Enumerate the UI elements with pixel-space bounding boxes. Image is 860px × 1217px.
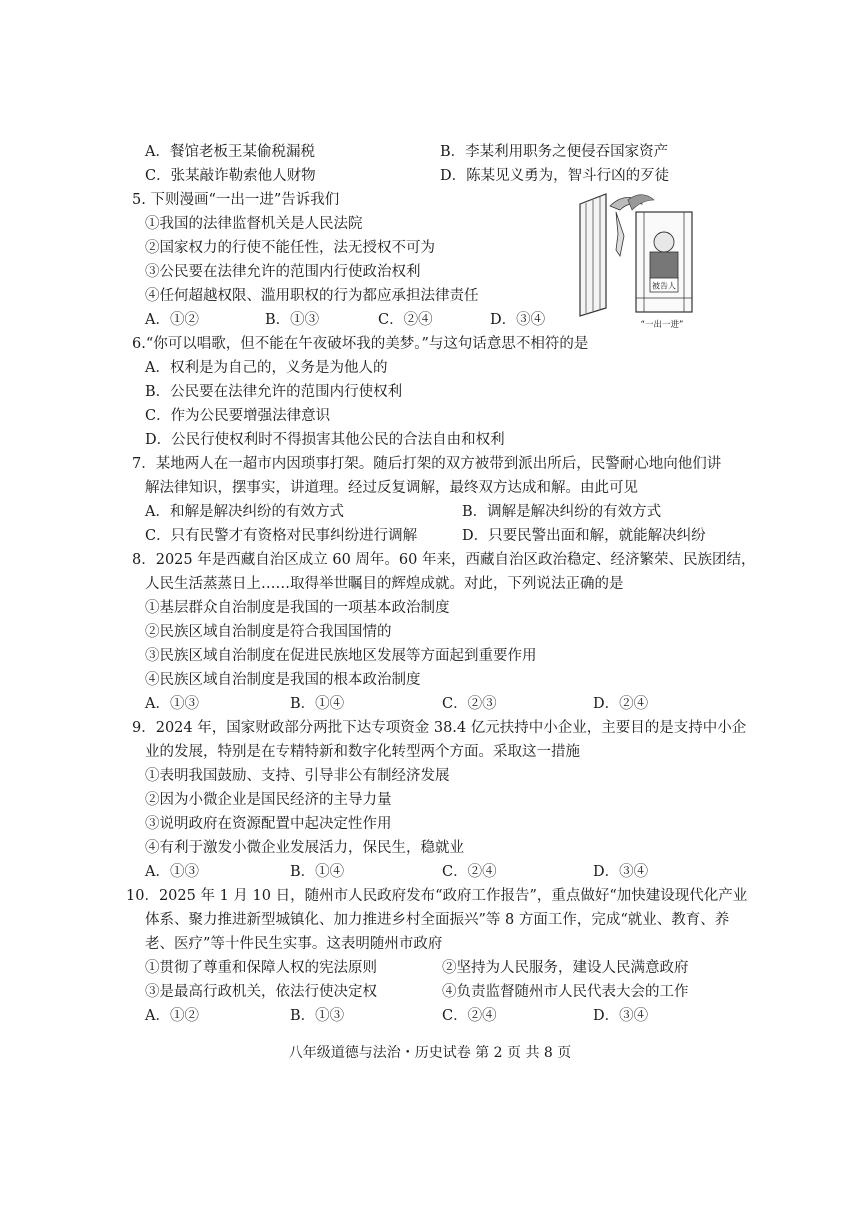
q5-item-2: ②国家权力的行使不能任性，法无授权不可为: [145, 240, 435, 256]
q7-stem-line1: 7．某地两人在一超市内因琐事打架。随后打架的双方被带到派出所后，民警耐心地向他们讲: [132, 456, 722, 472]
q6-stem: 6.“你可以唱歌，但不能在午夜破坏我的美梦。”与这句话意思不相符的是: [132, 336, 589, 352]
q4-option-b: B．李某利用职务之便侵吞国家资产: [440, 144, 669, 160]
q10-item-2: ②坚持为人民服务，建设人民满意政府: [442, 960, 689, 976]
q5-option-d: D．③④: [490, 312, 546, 328]
q10-stem-line3: 老、医疗”等十件民生实事。这表明随州市政府: [145, 936, 443, 952]
q5-item-4: ④任何超越权限、滥用职权的行为都应承担法律责任: [145, 288, 479, 304]
q5-option-c: C．②④: [378, 312, 433, 328]
q7-option-a: A．和解是解决纠纷的有效方式: [145, 504, 344, 520]
q10-item-1: ①贯彻了尊重和保障人权的宪法原则: [145, 960, 377, 976]
q10-stem-line1: 10．2025 年 1 月 10 日，随州市人民政府发布“政府工作报告”，重点做好“加快建设现代化产业: [126, 888, 748, 904]
q9-option-c: C．②④: [442, 864, 497, 880]
q8-item-1: ①基层群众自治制度是我国的一项基本政治制度: [145, 600, 450, 616]
q10-option-a: A．①②: [145, 1008, 199, 1024]
cartoon-image: [576, 190, 698, 330]
q7-option-d: D．只要民警出面和解，就能解决纠纷: [462, 528, 706, 544]
q9-item-1: ①表明我国鼓励、支持、引导非公有制经济发展: [145, 768, 450, 784]
q5-stem: 5. 下则漫画“一出一进”告诉我们: [132, 192, 340, 208]
q6-option-c: C．作为公民要增强法律意识: [145, 408, 331, 424]
q10-option-c: C．②④: [442, 1008, 497, 1024]
q8-stem-line2: 人民生活蒸蒸日上……取得举世瞩目的辉煌成就。对此，下列说法正确的是: [145, 576, 624, 592]
q5-item-3: ③公民要在法律允许的范围内行使政治权利: [145, 264, 421, 280]
q8-item-2: ②民族区域自治制度是符合我国国情的: [145, 624, 392, 640]
q8-item-4: ④民族区域自治制度是我国的根本政治制度: [145, 672, 421, 688]
q10-item-4: ④负责监督随州市人民代表大会的工作: [442, 984, 689, 1000]
q8-option-c: C．②③: [442, 696, 497, 712]
q7-stem-line2: 解法律知识，摆事实，讲道理。经过反复调解，最终双方达成和解。由此可见: [145, 480, 638, 496]
q8-option-b: B．①④: [290, 696, 345, 712]
q9-stem-line1: 9．2024 年，国家财政部分两批下达专项资金 38.4 亿元扶持中小企业，主要目的是支持中小企: [132, 720, 747, 736]
cartoon-caption: “一出一进”: [640, 320, 684, 330]
q8-stem-line1: 8．2025 年是西藏自治区成立 60 周年。60 年来，西藏自治区政治稳定、经济繁荣、民族团结，: [132, 552, 756, 568]
q9-item-3: ③说明政府在资源配置中起决定性作用: [145, 816, 392, 832]
q9-option-b: B．①④: [290, 864, 345, 880]
q10-option-b: B．①③: [290, 1008, 345, 1024]
q9-stem-line2: 业的发展，特别是在专精特新和数字化转型两个方面。采取这一措施: [145, 744, 580, 760]
q5-item-1: ①我国的法律监督机关是人民法院: [145, 216, 363, 232]
q10-option-d: D．③④: [593, 1008, 649, 1024]
q4-option-c: C．张某敲诈勒索他人财物: [145, 168, 316, 184]
q6-option-d: D．公民行使权利时不得损害其他公民的合法自由和权利: [145, 432, 505, 448]
q5-option-a: A．①②: [145, 312, 199, 328]
q4-option-d: D．陈某见义勇为，智斗行凶的歹徒: [440, 168, 670, 184]
q6-option-a: A．权利是为自己的，义务是为他人的: [145, 360, 388, 376]
q10-stem-line2: 体系、聚力推进新型城镇化、加力推进乡村全面振兴”等 8 方面工作，完成“就业、教育、养: [145, 912, 730, 928]
q9-item-2: ②因为小微企业是国民经济的主导力量: [145, 792, 392, 808]
q5-option-b: B．①③: [265, 312, 320, 328]
q9-option-d: D．③④: [593, 864, 649, 880]
q10-item-3: ③是最高行政机关，依法行使决定权: [145, 984, 377, 1000]
q7-option-c: C．只有民警才有资格对民事纠纷进行调解: [145, 528, 418, 544]
q8-option-a: A．①③: [145, 696, 199, 712]
cartoon-sign-text: 被告人: [652, 281, 676, 291]
q9-option-a: A．①③: [145, 864, 199, 880]
q7-option-b: B．调解是解决纠纷的有效方式: [462, 504, 662, 520]
q8-option-d: D．②④: [593, 696, 649, 712]
page-footer: 八年级道德与法治・历史试卷 第 2 页 共 8 页: [288, 1045, 572, 1061]
q8-item-3: ③民族区域自治制度在促进民族地区发展等方面起到重要作用: [145, 648, 537, 664]
q6-option-b: B．公民要在法律允许的范围内行使权利: [145, 384, 403, 400]
q4-option-a: A．餐馆老板王某偷税漏税: [145, 144, 315, 160]
q9-item-4: ④有利于激发小微企业发展活力，保民生，稳就业: [145, 840, 464, 856]
